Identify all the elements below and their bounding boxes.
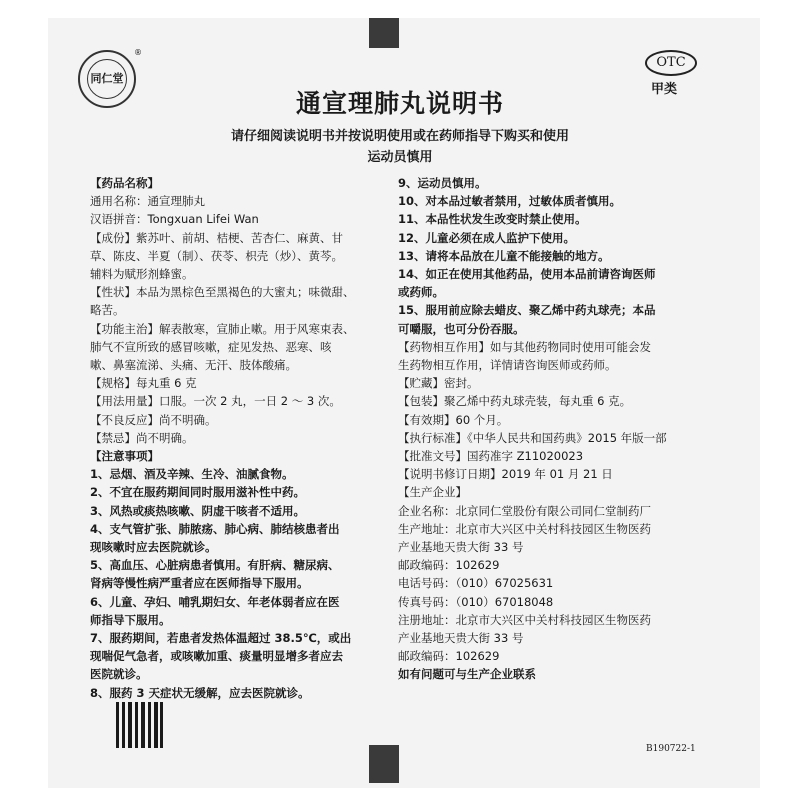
text-line: 生药物相互作用，详情请咨询医师或药师。 [398,358,617,373]
barcode-bar [154,702,158,748]
text-line: 6、儿童、孕妇、哺乳期妇女、年老体弱者应在医 [90,594,340,609]
brand-logo-text: 同仁堂 [87,59,127,99]
otc-category: 甲类 [651,82,678,97]
text-line: 3、风热或痰热咳嗽、阴虚干咳者不适用。 [90,503,305,518]
barcode-bar [135,702,138,748]
text-line: 辅料为赋形剂蜂蜜。 [90,267,194,282]
text-line: 14、如正在使用其他药品，使用本品前请咨询医师 [398,267,656,282]
text-line: 【成份】紫苏叶、前胡、桔梗、苦杏仁、麻黄、甘 [90,230,343,245]
text-line: 9、运动员慎用。 [398,176,487,190]
text-line: 邮政编码：102629 [398,558,500,573]
barcode-bar [116,702,119,748]
text-line: 生产地址：北京市大兴区中关村科技园区生物医药 [398,521,651,536]
text-line: 【注意事项】 [90,449,159,464]
text-line: 如有问题可与生产企业联系 [398,667,536,682]
athlete-warning-subtitle: 运动员慎用 [367,150,433,165]
text-line: 电话号码：（010）67025631 [398,576,554,591]
text-line: 2、不宜在服药期间同时服用滋补性中药。 [90,485,305,500]
text-line: 12、儿童必须在成人监护下使用。 [398,230,576,245]
text-line: 【规格】每丸重 6 克 [90,376,197,391]
text-line: 【生产企业】 [398,485,467,500]
text-line: 8、服药 3 天症状无缓解，应去医院就诊。 [90,685,310,700]
text-line: 可嚼服，也可分份吞服。 [398,321,525,336]
text-line: 【说明书修订日期】2019 年 01 月 21 日 [398,467,613,482]
text-line: 【禁忌】尚不明确。 [90,430,194,445]
text-line: 15、服用前应除去蜡皮、聚乙烯中药丸球壳；本品 [398,303,656,318]
text-line: 医院就诊。 [90,667,148,682]
left-text-column [90,174,400,702]
barcode-bar [122,702,125,748]
barcode-bar [148,702,151,748]
text-line: 【功能主治】解表散寒，宣肺止嗽。用于风寒束表、 [90,321,355,336]
text-line: 邮政编码：102629 [398,649,500,664]
text-line: 现咳嗽时应去医院就诊。 [90,540,217,555]
text-line: 【有效期】60 个月。 [398,412,509,427]
text-line: 【药品名称】 [90,176,159,190]
text-line: 肾病等慢性病严重者应在医师指导下服用。 [90,576,309,591]
text-line: 肺气不宣所致的感冒咳嗽，症见发热、恶寒、咳 [90,339,332,354]
barcode [116,702,164,748]
text-line: 传真号码：（010）67018048 [398,594,554,609]
text-line: 【包装】聚乙烯中药丸球壳装，每丸重 6 克。 [398,394,632,409]
text-line: 嗽、鼻塞流涕、头痛、无汗、肢体酸痛。 [90,358,297,373]
page-title: 通宣理肺丸说明书 [295,89,504,118]
text-line: 【批准文号】国药准字 Z11020023 [398,449,584,464]
text-line: 10、对本品过敏者禁用，过敏体质者慎用。 [398,194,622,209]
text-line: 【执行标准】《中华人民共和国药典》2015 年版一部 [398,430,667,445]
document-code: B190722-1 [646,744,696,754]
text-line: 11、本品性状发生改变时禁止使用。 [398,212,587,227]
registration-mark-top [369,18,399,48]
barcode-bar [128,702,132,748]
text-line: 【贮藏】密封。 [398,376,479,391]
text-line: 【药物相互作用】如与其他药物同时使用可能会发 [398,339,651,354]
registration-mark-bottom [369,745,399,783]
text-line: 产业基地天贵大街 33 号 [398,540,524,555]
otc-badge: OTC [645,50,697,76]
instruction-subtitle: 请仔细阅读说明书并按说明使用或在药师指导下购买和使用 [230,129,569,144]
barcode-bar [160,702,163,748]
barcode-bar [141,702,145,748]
text-line: 5、高血压、心脏病患者慎用。有肝病、糖尿病、 [90,558,340,573]
text-line: 4、支气管扩张、肺脓疡、肺心病、肺结核患者出 [90,521,340,536]
text-line: 1、忌烟、酒及辛辣、生冷、油腻食物。 [90,467,294,482]
text-line: 草、陈皮、半夏（制）、茯苓、枳壳（炒）、黄芩。 [90,248,343,263]
right-text-column [398,174,698,684]
text-line: 【性状】本品为黑棕色至黑褐色的大蜜丸；味微甜、 [90,285,355,300]
text-line: 通用名称：通宣理肺丸 [90,194,205,209]
text-line: 7、服药期间，若患者发热体温超过 38.5℃，或出 [90,631,352,646]
text-line: 略苦。 [90,303,125,318]
text-line: 汉语拼音：Tongxuan Lifei Wan [90,212,259,227]
registered-mark: ® [134,48,142,57]
text-line: 注册地址：北京市大兴区中关村科技园区生物医药 [398,612,651,627]
text-line: 【用法用量】口服。一次 2 丸，一日 2 ～ 3 次。 [90,394,341,409]
text-line: 或药师。 [398,285,444,300]
text-line: 现喘促气急者，或咳嗽加重、痰量明显增多者应去 [90,649,343,664]
text-line: 师指导下服用。 [90,612,171,627]
text-line: 【不良反应】尚不明确。 [90,412,217,427]
text-line: 产业基地天贵大街 33 号 [398,631,524,646]
text-line: 企业名称：北京同仁堂股份有限公司同仁堂制药厂 [398,503,651,518]
text-line: 13、请将本品放在儿童不能接触的地方。 [398,248,610,263]
